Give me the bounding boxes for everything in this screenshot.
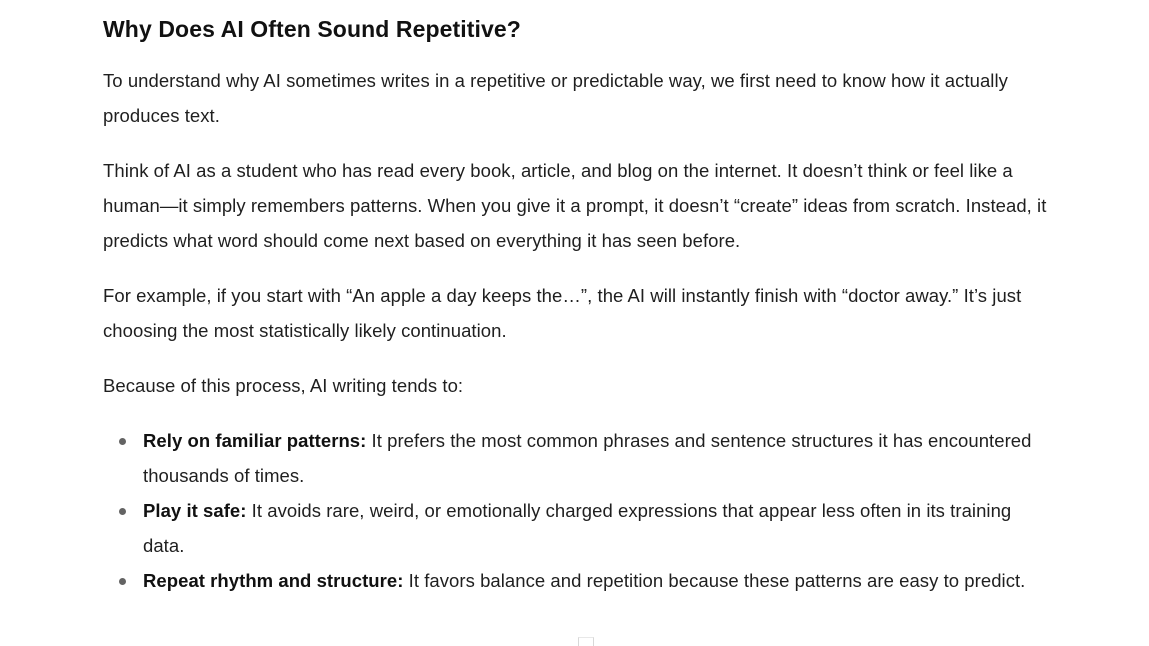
list-item-text: It avoids rare, weird, or emotionally charged expressions that appear less often in its training data. bbox=[143, 500, 1012, 557]
list-item bbox=[103, 563, 1048, 598]
list-item bbox=[103, 493, 1048, 563]
list-item-lead: Play it safe: bbox=[143, 500, 247, 522]
list-item-text: It prefers the most common phrases and sentence structures it has encountered thousands of times. bbox=[143, 430, 1032, 487]
page-break-marker bbox=[578, 637, 594, 646]
list-item-lead: Repeat rhythm and structure: bbox=[143, 570, 404, 592]
bullet-dot-icon bbox=[119, 578, 126, 585]
paragraph-list-lead-in: Because of this process, AI writing tends to: bbox=[103, 375, 464, 397]
tendencies-list bbox=[103, 423, 1049, 598]
bullet-dot-icon bbox=[119, 508, 126, 515]
paragraph-example: For example, if you start with “An apple a day keeps the…”, the AI will instantly finish with “doctor away.” It’s just choosing the most statistically likely continuation. bbox=[103, 285, 1022, 342]
page-title: Why Does AI Often Sound Repetitive? bbox=[103, 16, 521, 42]
bullet-dot-icon bbox=[119, 438, 126, 445]
list-item-lead: Rely on familiar patterns: bbox=[143, 430, 367, 452]
paragraph-analogy: Think of AI as a student who has read every book, article, and blog on the internet. It doesn’t think or feel like a human—it simply remembers patterns. When you give it a prompt, it doesn’t “create” ideas from scratch. Instead, it predicts what word should come next based on everything it has seen before. bbox=[103, 160, 1047, 252]
paragraph-intro: To understand why AI sometimes writes in a repetitive or predictable way, we first need to know how it actually produces text. bbox=[103, 70, 1008, 127]
list-item bbox=[103, 423, 1048, 493]
list-item-text: It favors balance and repetition because these patterns are easy to predict. bbox=[403, 570, 1026, 592]
